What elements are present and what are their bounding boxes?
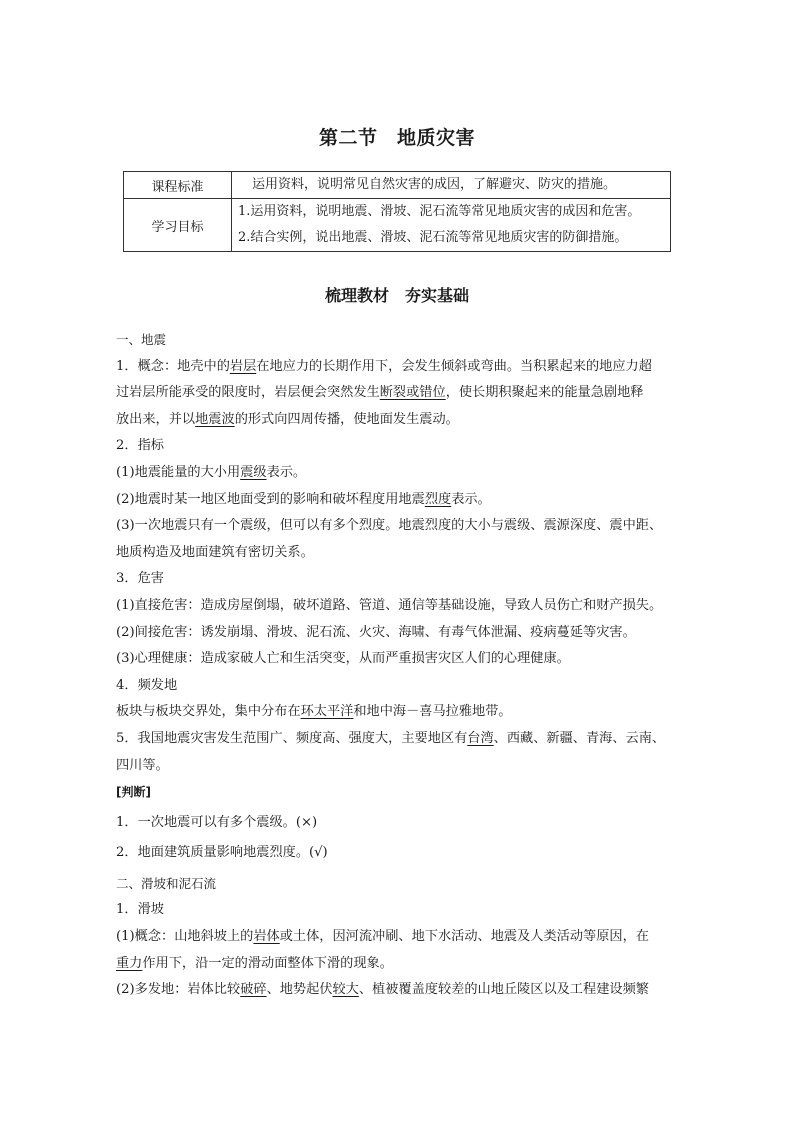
paragraph: (2)多发地：岩体比较破碎、地势起伏较大、植被覆盖度较差的山地丘陵区以及工程建设频繁 — [116, 982, 649, 998]
table-row — [124, 199, 671, 252]
subsection-title: 4．频发地 — [116, 677, 178, 693]
standards-table — [123, 171, 671, 252]
section-title-earthquake: 一、地震 — [116, 332, 167, 347]
learning-goals-label: 学习目标 — [124, 199, 232, 252]
subsection-title: 1．滑坡 — [116, 902, 164, 918]
paragraph: (3)心理健康：造成家破人亡和生活突变，从而严重损害灾区人们的心理健康。 — [116, 651, 570, 667]
learning-goals-text — [232, 199, 671, 252]
subsection-title: 2．指标 — [116, 438, 164, 454]
judge-label: [判断] — [116, 785, 151, 800]
paragraph: 过岩层所能承受的限度时，岩层便会突然发生断裂或错位，使长期积聚起来的能量急剧地释 — [116, 385, 644, 401]
paragraph: 重力作用下，沿一定的滑动面整体下滑的现象。 — [116, 955, 393, 971]
main-content — [116, 327, 682, 1004]
learning-goal-item: 1.运用资料，说明地震、滑坡、泥石流等常见地质灾害的成因和危害。 — [238, 204, 641, 219]
paragraph: 5．我国地震灾害发生范围广、频度高、强度大，主要地区有台湾、西藏、新疆、青海、云南、 — [116, 730, 666, 746]
table-row — [124, 172, 671, 199]
paragraph: 放出来，并以地震波的形式向四周传播，使地面发生震动。 — [116, 411, 459, 427]
key-term: 断裂或错位 — [379, 385, 446, 401]
paragraph: (2)地震时某一地区地面受到的影响和破坏程度用地震烈度表示。 — [116, 491, 491, 507]
key-term: 岩体 — [253, 929, 280, 945]
course-standard-text: 运用资料，说明常见自然灾害的成因，了解避灾、防灾的措施。 — [232, 172, 671, 199]
section-title-landslide-debris: 二、滑坡和泥石流 — [116, 875, 217, 891]
key-term: 环太平洋 — [300, 704, 354, 720]
paragraph: 地质构造及地面建筑有密切关系。 — [116, 544, 314, 560]
paragraph: 板块与板块交界处，集中分布在环太平洋和地中海－喜马拉雅地带。 — [116, 704, 512, 720]
judge-item: 1．一次地震可以有多个震级。(×) — [116, 814, 318, 830]
paragraph: (1)概念：山地斜坡上的岩体或土体，因河流冲刷、地下水活动、地震及人类活动等原因，在 — [116, 929, 649, 945]
key-term: 烈度 — [424, 491, 452, 507]
key-term: 重力 — [116, 955, 143, 971]
paragraph: (1)地震能量的大小用震级表示。 — [116, 464, 307, 480]
paragraph: 四川等。 — [116, 757, 169, 773]
key-term: 震级 — [240, 464, 267, 480]
key-term: 地震波 — [195, 411, 235, 427]
key-term: 台湾 — [467, 730, 494, 746]
key-term: 岩层 — [229, 358, 257, 374]
key-term: 破碎 — [240, 982, 267, 998]
page-title: 第二节 地质灾害 — [318, 127, 475, 149]
paragraph: (3)一次地震只有一个震级，但可以有多个烈度。地震烈度的大小与震级、震源深度、震中距、 — [116, 518, 663, 534]
paragraph: (2)间接危害：诱发崩塌、滑坡、泥石流、火灾、海啸、有毒气体泄漏、疫病蔓延等灾害。 — [116, 624, 636, 640]
paragraph: (1)直接危害：造成房屋倒塌，破坏道路、管道、通信等基础设施，导致人员伤亡和财产损失。 — [116, 597, 663, 613]
subsection-title: 3．危害 — [116, 571, 164, 587]
course-standard-label: 课程标准 — [124, 172, 232, 199]
key-term: 较大 — [332, 982, 359, 998]
paragraph: 1．概念：地壳中的岩层在地应力的长期作用下，会发生倾斜或弯曲。当积累起来的地应力超 — [116, 358, 652, 374]
section-heading: 梳理教材 夯实基础 — [324, 286, 469, 305]
judge-item: 2．地面建筑质量影响地震烈度。(√) — [116, 845, 328, 861]
learning-goal-item: 2.结合实例，说出地震、滑坡、泥石流等常见地质灾害的防御措施。 — [238, 230, 628, 245]
